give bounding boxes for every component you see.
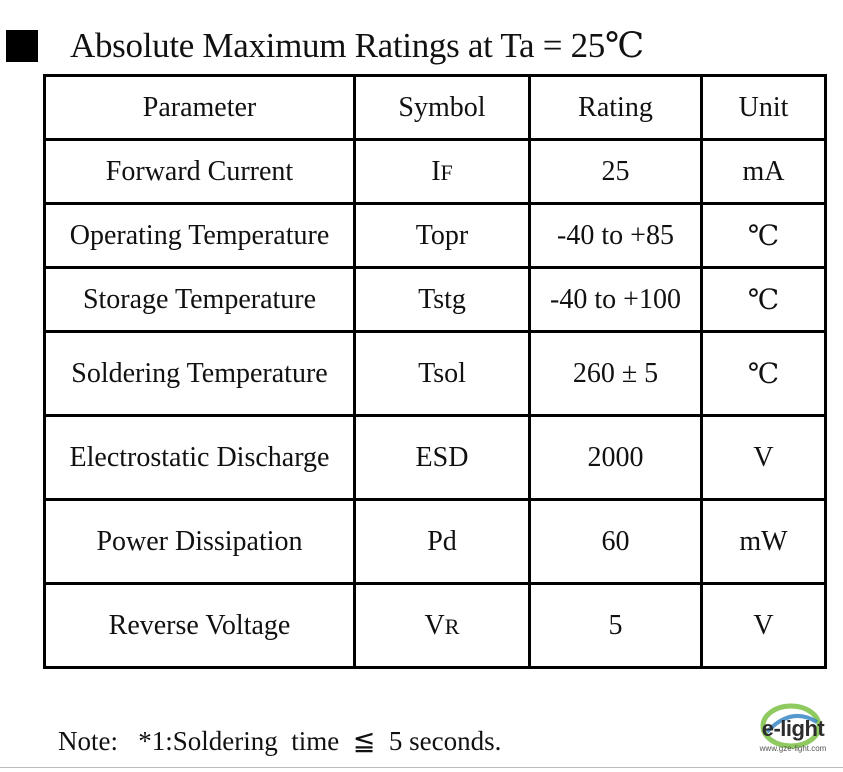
table-row: [45, 500, 826, 584]
cell-parameter: Soldering Temperature: [45, 332, 355, 416]
cell-symbol: Tstg: [355, 268, 530, 332]
cell-unit: ℃: [702, 332, 826, 416]
cell-unit: ℃: [702, 268, 826, 332]
header-unit: Unit: [702, 76, 826, 140]
cell-symbol: VR: [355, 584, 530, 668]
cell-rating: 5: [530, 584, 702, 668]
table-row: [45, 204, 826, 268]
cell-parameter: Power Dissipation: [45, 500, 355, 584]
cell-parameter: Forward Current: [45, 140, 355, 204]
cell-symbol: Tsol: [355, 332, 530, 416]
cell-unit: ℃: [702, 204, 826, 268]
table-row: [45, 416, 826, 500]
table-row: [45, 584, 826, 668]
cell-rating: 2000: [530, 416, 702, 500]
cell-rating: -40 to +85: [530, 204, 702, 268]
table-header-row: [45, 76, 826, 140]
cell-rating: 60: [530, 500, 702, 584]
cell-unit: mW: [702, 500, 826, 584]
brand-logo: [745, 702, 841, 764]
cell-parameter: Reverse Voltage: [45, 584, 355, 668]
header-symbol: Symbol: [355, 76, 530, 140]
logo-url: www.gze-light.com: [759, 744, 827, 753]
square-bullet-icon: [6, 30, 38, 62]
cell-rating: 260 ± 5: [530, 332, 702, 416]
cell-rating: 25: [530, 140, 702, 204]
cell-symbol: Pd: [355, 500, 530, 584]
table-row: [45, 268, 826, 332]
cell-parameter: Storage Temperature: [45, 268, 355, 332]
cell-symbol: Topr: [355, 204, 530, 268]
page-title: Absolute Maximum Ratings at Ta = 25℃: [70, 26, 644, 65]
table-row: [45, 332, 826, 416]
cell-unit: V: [702, 584, 826, 668]
cell-parameter: Operating Temperature: [45, 204, 355, 268]
cell-symbol: ESD: [355, 416, 530, 500]
cell-unit: mA: [702, 140, 826, 204]
cell-unit: V: [702, 416, 826, 500]
cell-parameter: Electrostatic Discharge: [45, 416, 355, 500]
cell-symbol: IF: [355, 140, 530, 204]
header-parameter: Parameter: [45, 76, 355, 140]
footer-divider: [0, 767, 843, 768]
section-heading: [6, 22, 826, 70]
cell-rating: -40 to +100: [530, 268, 702, 332]
logo-text: e-light: [761, 716, 825, 741]
header-rating: Rating: [530, 76, 702, 140]
ratings-table: [43, 74, 827, 669]
footnote: Note: *1:Soldering time ≦ 5 seconds.: [58, 726, 502, 756]
table-row: [45, 140, 826, 204]
